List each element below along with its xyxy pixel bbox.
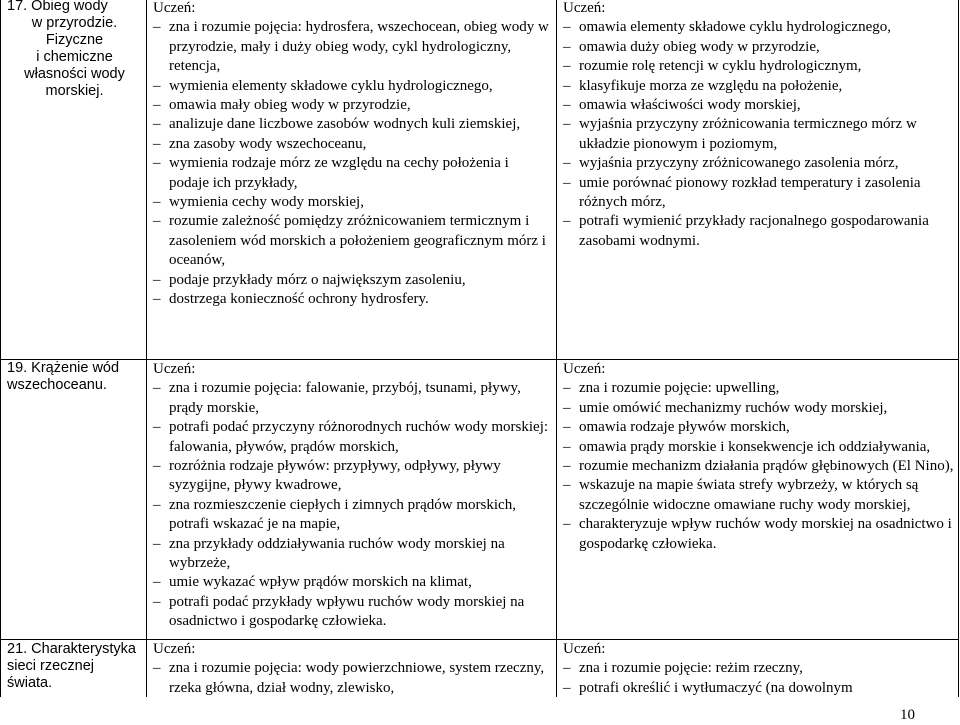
list-item: – wymienia elementy składowe cyklu hydrologicznego, (153, 77, 552, 96)
list-item: – wskazuje na mapie świata strefy wybrzeży, w których są szczególnie widoczne omawiane ruchy wody morskiej, (563, 476, 954, 515)
topic-line: wszechoceanu. (7, 377, 107, 393)
topic-line: 21. Charakterystyka (7, 641, 136, 657)
list-item: – omawia prądy morskie i konsekwencje ich oddziaływania, (563, 438, 954, 457)
list-item: – zna zasoby wody wszechoceanu, (153, 135, 552, 154)
list-item: – omawia właściwości wody morskiej, (563, 96, 954, 115)
student-label: Uczeń: (153, 361, 196, 377)
basic-requirements-cell (147, 640, 556, 698)
list-item: – zna rozmieszczenie ciepłych i zimnych prądów morskich, potrafi wskazać je na mapie, (153, 496, 552, 535)
list-item: – wyjaśnia przyczyny zróżnicowanego zasolenia mórz, (563, 154, 954, 173)
basic-requirements-cell (147, 0, 556, 310)
extended-requirements-cell (557, 0, 958, 251)
student-label: Uczeń: (563, 0, 606, 16)
topic-line: w przyrodzie. (31, 15, 118, 31)
list-item: – umie wykazać wpływ prądów morskich na klimat, (153, 573, 552, 592)
list-item: – klasyfikuje morza ze względu na położenie, (563, 77, 954, 96)
list-item: – rozumie rolę retencji w cyklu hydrologicznym, (563, 57, 954, 76)
list-item: – potrafi wymienić przykłady racjonalnego gospodarowania zasobami wodnymi. (563, 212, 954, 251)
topic-line: morskiej. (45, 83, 104, 99)
basic-requirements-cell (147, 360, 556, 632)
requirements-list (153, 659, 552, 698)
list-item: – omawia rodzaje pływów morskich, (563, 418, 954, 437)
list-item: – omawia mały obieg wody w przyrodzie, (153, 96, 552, 115)
topic-line: 17. Obieg wody (7, 0, 108, 14)
table-border-left (0, 0, 1, 697)
list-item: – wymienia cechy wody morskiej, (153, 193, 552, 212)
list-item: – zna i rozumie pojęcia: wody powierzchniowe, system rzeczny, rzeka główna, dział wodny, zlewisko, (153, 659, 552, 698)
student-label: Uczeń: (563, 361, 606, 377)
extended-requirements-cell (557, 360, 958, 554)
topic-line: 19. Krążenie wód (7, 360, 120, 376)
requirements-list (563, 18, 954, 251)
list-item: – charakteryzuje wpływ ruchów wody morskiej na osadnictwo i gospodarkę człowieka. (563, 515, 954, 554)
topic-line: i chemiczne (36, 49, 113, 65)
list-item: – zna i rozumie pojęcia: hydrosfera, wszechocean, obieg wody w przyrodzie, mały i duży obieg wody, cykl hydrologiczny, retencja, (153, 18, 552, 76)
list-item: – rozróżnia rodzaje pływów: przypływy, odpływy, pływy syzygijne, pływy kwadrowe, (153, 457, 552, 496)
list-item: – dostrzega konieczność ochrony hydrosfery. (153, 290, 552, 309)
list-item: – zna przykłady oddziaływania ruchów wody morskiej na wybrzeże, (153, 535, 552, 574)
list-item: – zna i rozumie pojęcia: falowanie, przybój, tsunami, pływy, prądy morskie, (153, 379, 552, 418)
topic-line: własności wody (24, 66, 125, 82)
list-item: – zna i rozumie pojęcie: upwelling, (563, 379, 954, 398)
list-item: – wyjaśnia przyczyny zróżnicowania termicznego mórz w układzie pionowym i poziomym, (563, 115, 954, 154)
topic-line: Fizyczne (45, 32, 104, 48)
list-item: – analizuje dane liczbowe zasobów wodnych kuli ziemskiej, (153, 115, 552, 134)
topic-line: sieci rzecznej (7, 658, 95, 674)
list-item: – podaje przykłady mórz o największym zasoleniu, (153, 271, 552, 290)
topic-cell (1, 360, 146, 394)
topic-line: świata. (7, 675, 53, 691)
student-label: Uczeń: (563, 641, 606, 657)
table-border-right (958, 0, 959, 697)
list-item: – omawia duży obieg wody w przyrodzie, (563, 38, 954, 57)
list-item: – potrafi podać przykłady wpływu ruchów wody morskiej na osadnictwo i gospodarkę człowieka. (153, 593, 552, 632)
extended-requirements-cell (557, 640, 958, 698)
page-number: 10 (900, 707, 915, 723)
requirements-list (153, 379, 552, 631)
list-item: – umie omówić mechanizmy ruchów wody morskiej, (563, 399, 954, 418)
list-item: – potrafi podać przyczyny różnorodnych ruchów wody morskiej: falowania, pływów, prądów morskich, (153, 418, 552, 457)
requirements-list (563, 659, 954, 698)
requirements-list (153, 18, 552, 309)
list-item: – rozumie mechanizm działania prądów głębinowych (El Nino), (563, 457, 954, 476)
list-item: – umie porównać pionowy rozkład temperatury i zasolenia różnych mórz, (563, 174, 954, 213)
topic-cell (1, 641, 146, 692)
list-item: – wymienia rodzaje mórz ze względu na cechy położenia i podaje ich przykłady, (153, 154, 552, 193)
list-item: – zna i rozumie pojęcie: reżim rzeczny, (563, 659, 954, 678)
list-item: – potrafi określić i wytłumaczyć (na dowolnym (563, 679, 954, 698)
requirements-list (563, 379, 954, 554)
list-item: – omawia elementy składowe cyklu hydrologicznego, (563, 18, 954, 37)
list-item: – rozumie zależność pomiędzy zróżnicowaniem termicznym i zasoleniem wód morskich a położeniem geograficznym mórz i oceanów, (153, 212, 552, 270)
student-label: Uczeń: (153, 641, 196, 657)
student-label: Uczeń: (153, 0, 196, 16)
topic-cell (1, 0, 146, 100)
